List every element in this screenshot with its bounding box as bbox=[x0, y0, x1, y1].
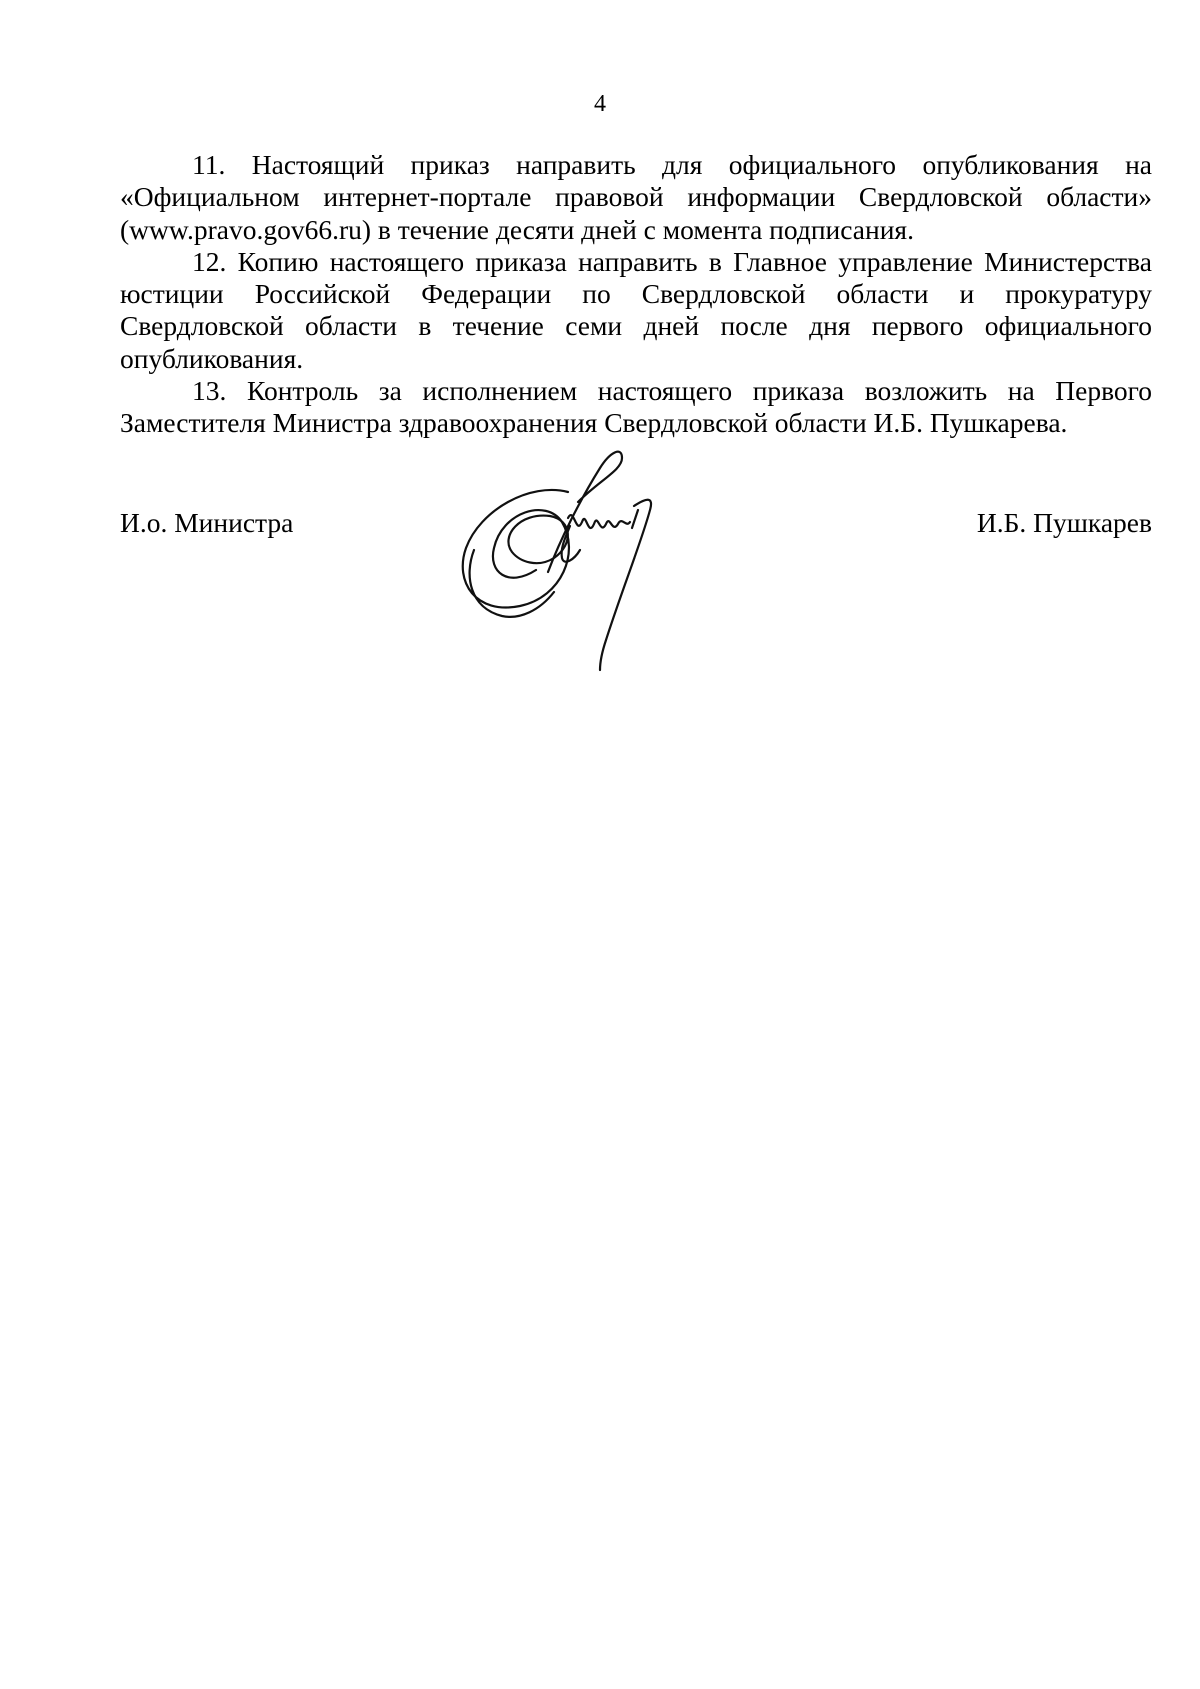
handwritten-signature bbox=[450, 440, 700, 675]
page-number: 4 bbox=[594, 91, 606, 117]
signer-name: И.Б. Пушкарев bbox=[976, 507, 1152, 538]
signer-title: И.о. Министра bbox=[120, 507, 294, 538]
paragraph-13: 13. Контроль за исполнением настоящего приказа возложить на Первого Заместителя Министра здравоохранения Свердловской области И.Б. Пушкарева. bbox=[120, 375, 1152, 439]
paragraph-12: 12. Копию настоящего приказа направить в Главное управление Министерства юстиции Российской Федерации по Свердловской области и прокуратуру Свердловской области в течение семи дней после дня первого официального опубликования. bbox=[120, 245, 1152, 374]
document-body bbox=[120, 149, 1152, 440]
paragraph-11: 11. Настоящий приказ направить для официального опубликования на «Официальном интернет-портале правовой информации Свердловской области» (www.pravo.gov66.ru) в течение десяти дней с момента подписания. bbox=[120, 149, 1152, 245]
